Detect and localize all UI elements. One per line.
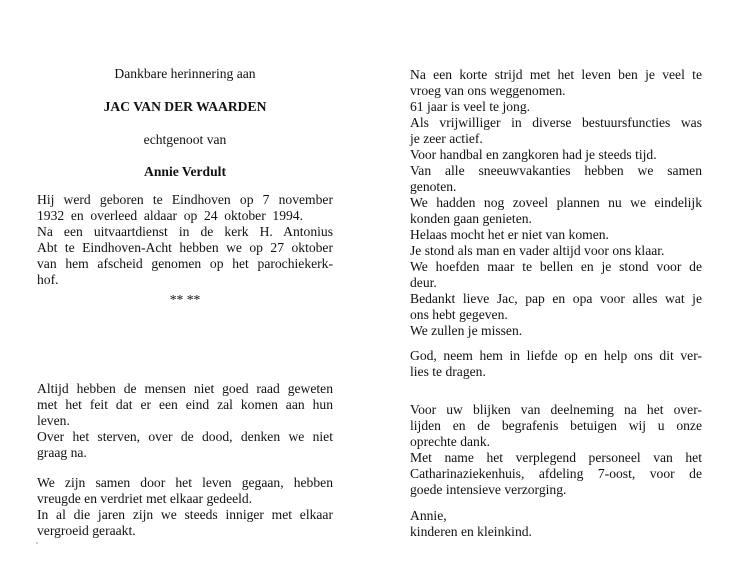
bio-line: 1932 en overleed aldaar op 24 oktober 1994. [37, 208, 303, 223]
spouse-name: Annie Verdult [144, 164, 226, 179]
signoff-line: kinderen en kleinkind. [410, 524, 532, 539]
tribute-line: Bedankt lieve Jac, pap en opa voor alles wat je [410, 291, 702, 306]
thanks-line: lijden en de begrafenis betuigen wij u onze [410, 418, 702, 433]
bio-line: Abt te Eindhoven-Acht hebben we op 27 oktober [37, 240, 333, 255]
thanks-line: Met name het verplegend personeel van het [410, 450, 702, 465]
tribute-line: Na een korte strijd met het leven ben je veel te [410, 67, 702, 82]
thanks-line: Catharinaziekenhuis, afdeling 7-oost, voor de [410, 466, 702, 481]
poem-line: We zijn samen door het leven gegaan, hebben [37, 475, 333, 490]
thanks-line: goede intensieve verzorging. [410, 482, 567, 497]
poem-line: Altijd hebben de mensen niet goed raad geweten [37, 381, 333, 396]
spouse-intro: echtgenoot van [143, 132, 227, 147]
intro-text: Dankbare herinnering aan [114, 66, 256, 81]
bio-line: hof. [37, 272, 59, 287]
tribute-line: We hadden nog zoveel plannen nu we eindelijk [410, 195, 702, 210]
tribute-line: genoten. [410, 179, 457, 194]
poem-line: In al die jaren zijn we steeds inniger met elkaar [37, 507, 333, 522]
poem-line: vergroeid geraakt. [37, 523, 136, 538]
poem-line: met het feit dat er een eind zal komen aan hun [37, 397, 333, 412]
print-speck [36, 542, 38, 544]
prayer-line: God, neem hem in liefde op en help ons dit ver- [410, 348, 702, 363]
tribute-line: konden gaan genieten. [410, 211, 532, 226]
tribute-line: je zeer actief. [410, 131, 483, 146]
tribute-line: 61 jaar is veel te jong. [410, 99, 531, 114]
poem-line: Over het sterven, over de dood, denken we niet [37, 429, 333, 444]
bio-line: van hem afscheid genomen op het parochiekerk- [37, 256, 333, 271]
poem-line: leven. [37, 413, 70, 428]
poem-line: vreugde en verdriet met elkaar gedeeld. [37, 491, 253, 506]
deceased-name: JAC VAN DER WAARDEN [103, 99, 267, 114]
thanks-line: oprechte dank. [410, 434, 491, 449]
signoff-line: Annie, [410, 508, 447, 523]
bio-line: Na een uitvaartdienst in de kerk H. Antonius [37, 224, 333, 239]
tribute-line: Helaas mocht het er niet van komen. [410, 227, 609, 242]
tribute-line: Van alle sneeuwvakanties hebben we samen [410, 163, 702, 178]
tribute-line: vroeg van ons weggenomen. [410, 83, 566, 98]
separator: ** ** [169, 292, 201, 307]
prayer-line: lies te dragen. [410, 364, 486, 379]
poem-line: graag na. [37, 445, 87, 460]
tribute-line: We hoefden maar te bellen en je stond voor de [410, 259, 702, 274]
tribute-line: Voor handbal en zangkoren had je steeds tijd. [410, 147, 657, 162]
thanks-line: Voor uw blijken van deelneming na het over- [410, 402, 702, 417]
tribute-line: ons hebt gegeven. [410, 307, 508, 322]
tribute-line: deur. [410, 275, 437, 290]
tribute-line: We zullen je missen. [410, 323, 523, 338]
bio-line: Hij werd geboren te Eindhoven op 7 november [37, 192, 333, 207]
tribute-line: Als vrijwilliger in diverse bestuursfuncties was [410, 115, 702, 130]
tribute-line: Je stond als man en vader altijd voor ons klaar. [410, 243, 665, 258]
